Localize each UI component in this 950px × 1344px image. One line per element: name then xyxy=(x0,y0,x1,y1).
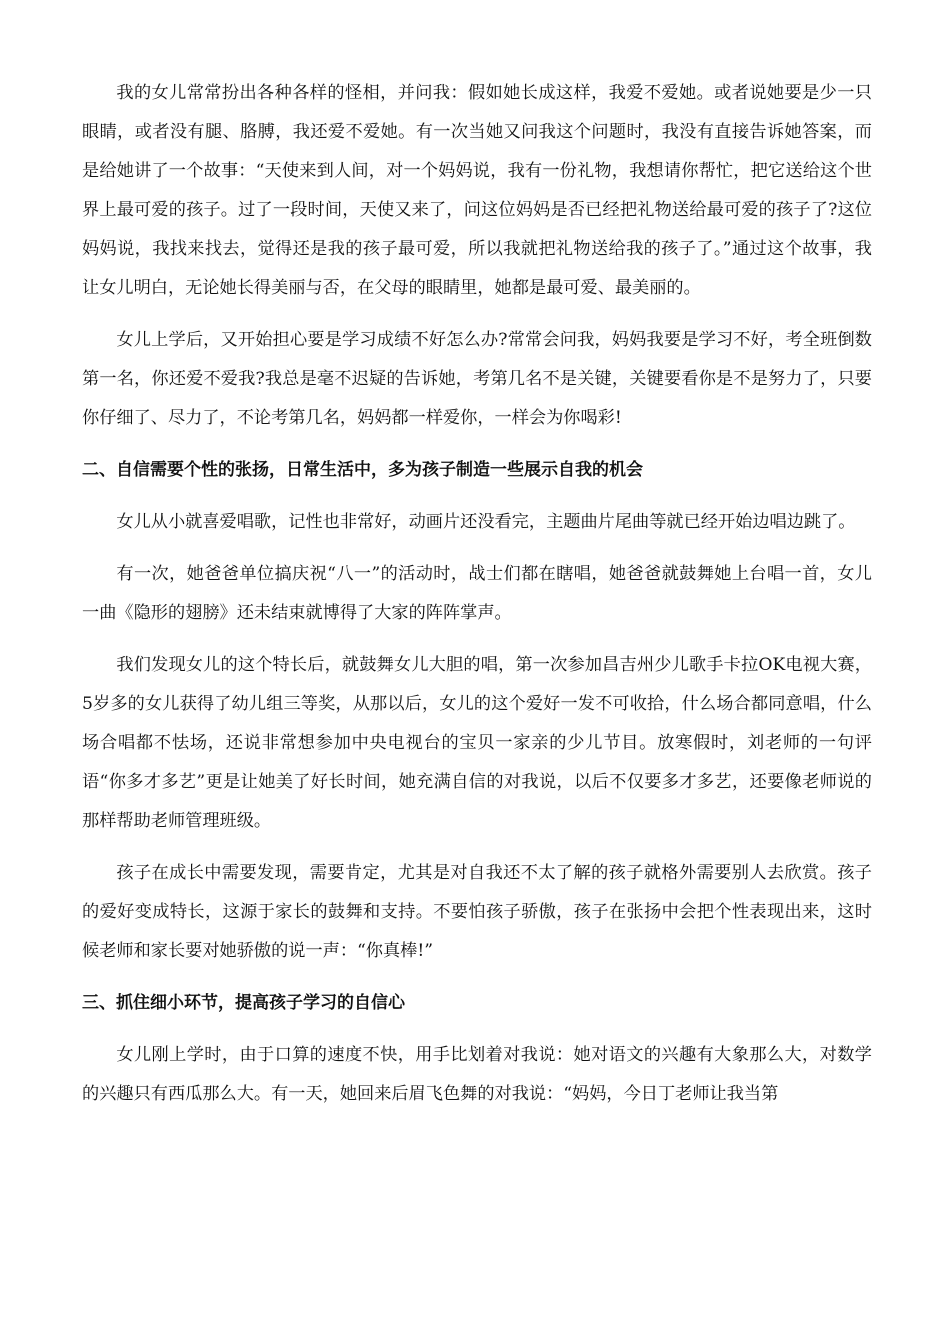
paragraph-math-interest: 女儿刚上学时，由于口算的速度不快，用手比划着对我说：她对语文的兴趣有大象那么大，对数学的兴趣只有西瓜那么大。有一天，她回来后眉飞色舞的对我说：“妈妈，今日丁老师让我当第 xyxy=(82,1045,872,1104)
paragraph-singing: 女儿从小就喜爱唱歌，记性也非常好，动画片还没看完，主题曲片尾曲等就已经开始边唱边跳了。 xyxy=(116,512,856,532)
paragraph-talent-contest: 我们发现女儿的这个特长后，就鼓舞女儿大胆的唱，第一次参加昌吉州少儿歌手卡拉OK电视大赛，5岁多的女儿获得了幼儿组三等奖，从那以后，女儿的这个爱好一发不可收拾，什么场合都同意唱，什么场合唱都不怯场，还说非常想参加中央电视台的宝贝一家亲的少儿节目。放寒假时，刘老师的一句评语“你多才多艺”更是让她美了好长时间，她充满自信的对我说，以后不仅要多才多艺，还要像老师说的那样帮助老师管理班级。 xyxy=(82,655,872,831)
section-heading-2: 二、自信需要个性的张扬，日常生活中，多为孩子制造一些展示自我的机会 xyxy=(82,460,643,480)
section-heading-3: 三、抓住细小环节，提高孩子学习的自信心 xyxy=(82,993,405,1013)
document-page xyxy=(82,74,872,1127)
paragraph-encouragement: 孩子在成长中需要发现，需要肯定，尤其是对自我还不太了解的孩子就格外需要别人去欣赏。孩子的爱好变成特长，这源于家长的鼓舞和支持。不要怕孩子骄傲，孩子在张扬中会把个性表现出来，这时候老师和家长要对她骄傲的说一声：“你真棒!” xyxy=(82,863,872,961)
paragraph-angel-story: 我的女儿常常扮出各种各样的怪相，并问我：假如她长成这样，我爱不爱她。或者说她要是少一只眼睛，或者没有腿、胳膊，我还爱不爱她。有一次当她又问我这个问题时，我没有直接告诉她答案，而是给她讲了一个故事：“天使来到人间，对一个妈妈说，我有一份礼物，我想请你帮忙，把它送给这个世界上最可爱的孩子。过了一段时间，天使又来了，问这位妈妈是否已经把礼物送给最可爱的孩子了?这位妈妈说，我找来找去，觉得还是我的孩子最可爱，所以我就把礼物送给我的孩子了。”通过这个故事，我让女儿明白，无论她长得美丽与否，在父母的眼睛里，她都是最可爱、最美丽的。 xyxy=(82,83,872,298)
paragraph-bayi-event: 有一次，她爸爸单位搞庆祝“八一”的活动时，战士们都在瞎唱，她爸爸就鼓舞她上台唱一首，女儿一曲《隐形的翅膀》还未结束就博得了大家的阵阵掌声。 xyxy=(82,564,872,623)
paragraph-school-worry: 女儿上学后，又开始担心要是学习成绩不好怎么办?常常会问我，妈妈我要是学习不好，考全班倒数第一名，你还爱不爱我?我总是毫不迟疑的告诉她，考第几名不是关键，关键要看你是不是努力了，只要你仔细了、尽力了，不论考第几名，妈妈都一样爱你，一样会为你喝彩! xyxy=(82,330,872,428)
